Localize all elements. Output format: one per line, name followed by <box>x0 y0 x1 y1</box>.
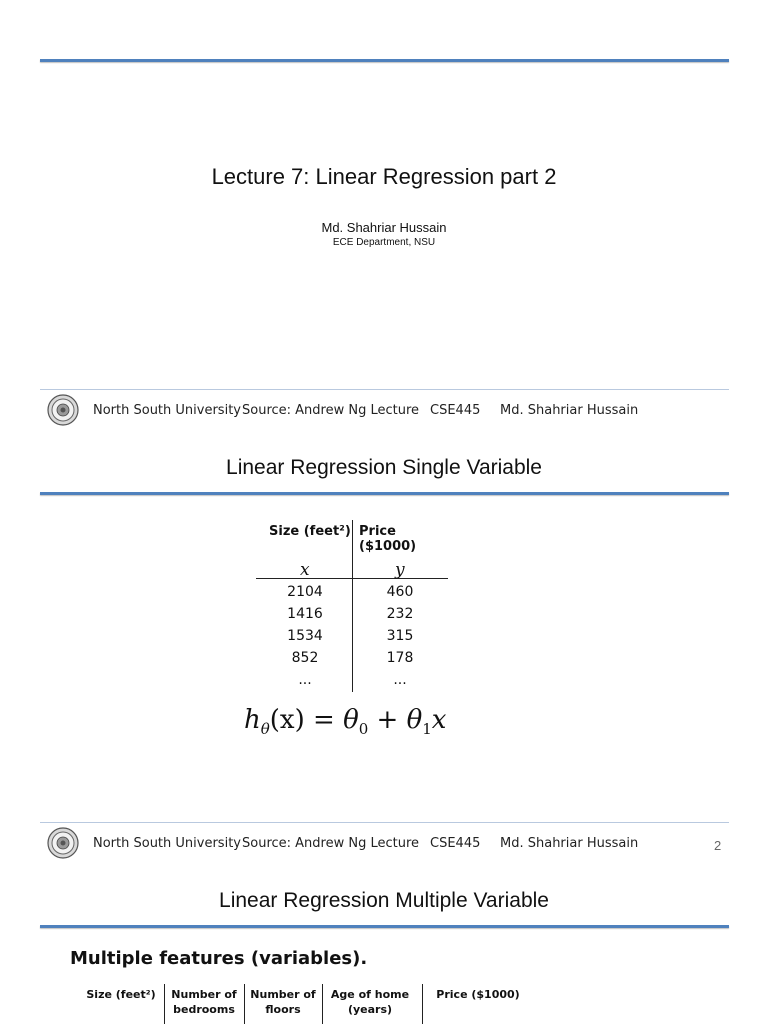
table-header: Number of floors <box>250 988 316 1016</box>
table-cell: ... <box>298 672 312 688</box>
formula-x: x <box>431 705 447 735</box>
features-table <box>80 984 540 1024</box>
table-cell: 460 <box>386 584 414 600</box>
footer-source: Source: Andrew Ng Lecture <box>242 835 420 851</box>
table-divider <box>352 520 353 692</box>
table-header: Price ($1000) <box>436 988 520 1001</box>
formula-theta1-sub: 1 <box>422 720 432 739</box>
formula-theta-sub: θ <box>260 720 270 739</box>
footer-university: North South University <box>93 402 241 418</box>
table-header: Age of home (years) <box>330 988 410 1016</box>
hypothesis-formula <box>244 705 446 738</box>
table-variable: y <box>395 560 405 580</box>
footer-rule <box>40 389 729 390</box>
university-seal-icon <box>47 827 79 859</box>
slide-title-rule <box>40 492 729 495</box>
table-divider <box>422 984 423 1024</box>
table-cell: 232 <box>386 606 414 622</box>
table-cell: 2104 <box>287 584 323 600</box>
department: ECE Department, NSU <box>332 237 436 248</box>
footer-source: Source: Andrew Ng Lecture <box>242 402 420 418</box>
slide-footer <box>47 826 737 860</box>
footer-course: CSE445 <box>430 835 481 851</box>
table-header: Number of bedrooms <box>171 988 237 1016</box>
table-header: Price ($1000) <box>359 524 417 554</box>
university-seal-icon <box>47 394 79 426</box>
formula-theta0: θ <box>343 705 359 735</box>
slide-footer <box>47 393 737 427</box>
table-divider <box>244 984 245 1024</box>
table-divider <box>164 984 165 1024</box>
slide-top-rule <box>40 59 729 62</box>
footer-rule <box>40 822 729 823</box>
table-cell: 178 <box>386 650 414 666</box>
table-cell: 315 <box>386 628 414 644</box>
formula-theta0-sub: 0 <box>358 720 369 739</box>
formula-equals: = <box>313 705 335 735</box>
table-divider <box>256 578 448 579</box>
data-table <box>256 518 448 693</box>
formula-plus: + <box>376 705 399 735</box>
slide-title: Linear Regression Multiple Variable <box>219 889 549 912</box>
author-name: Md. Shahriar Hussain <box>321 220 447 235</box>
lecture-title: Lecture 7: Linear Regression part 2 <box>211 164 557 189</box>
formula-arg: (x) <box>269 705 305 735</box>
table-cell: ... <box>393 672 407 688</box>
table-variable: x <box>300 560 310 580</box>
table-cell: 1534 <box>287 628 323 644</box>
table-header: Size (feet²) <box>86 988 156 1001</box>
table-divider <box>322 984 323 1024</box>
page-number: 2 <box>714 838 722 853</box>
table-cell: 852 <box>291 650 319 666</box>
footer-author: Md. Shahriar Hussain <box>500 402 639 418</box>
slide-title: Linear Regression Single Variable <box>226 456 542 479</box>
formula-h: h <box>244 705 261 735</box>
formula-theta1: θ <box>406 705 423 735</box>
slide-title-rule <box>40 925 729 928</box>
footer-course: CSE445 <box>430 402 481 418</box>
table-cell: 1416 <box>287 606 323 622</box>
table-header: Size (feet²) <box>269 524 351 539</box>
footer-university: North South University <box>93 835 241 851</box>
section-heading: Multiple features (variables). <box>70 948 368 969</box>
footer-author: Md. Shahriar Hussain <box>500 835 639 851</box>
